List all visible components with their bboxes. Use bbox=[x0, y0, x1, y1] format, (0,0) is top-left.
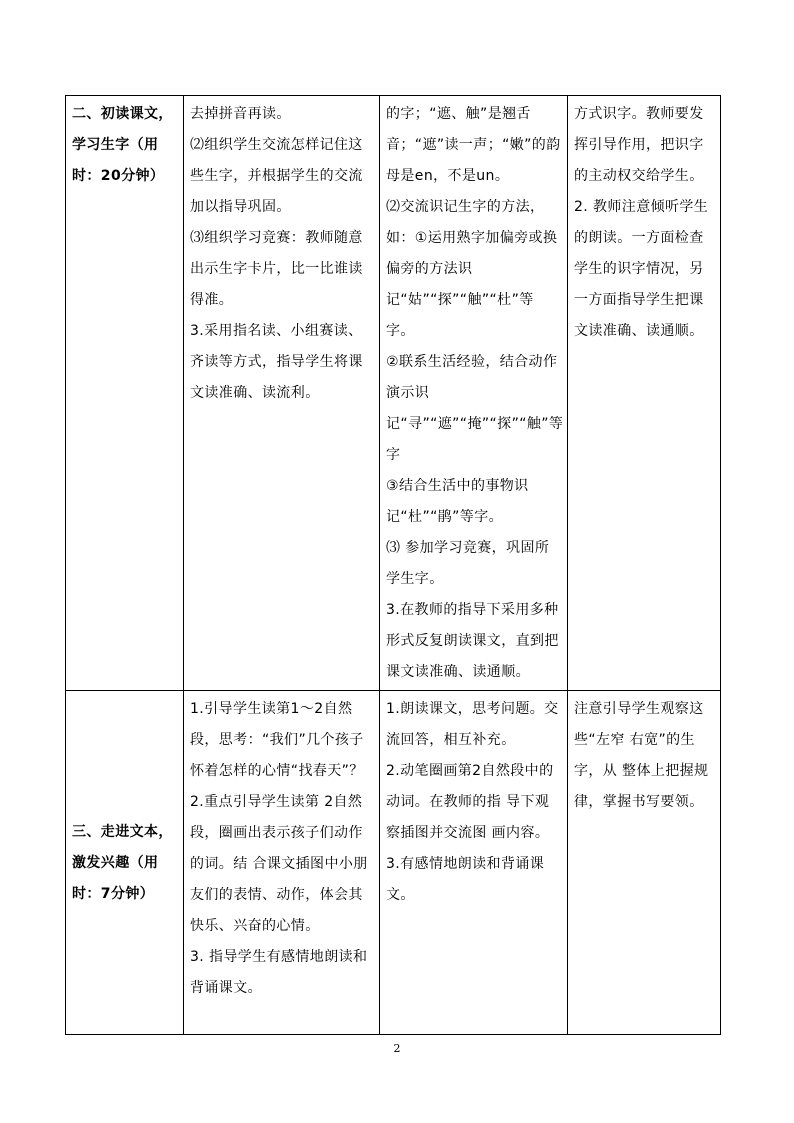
teacher-activity-line: 1.引导学生读第1～2自然段，思考：“我们”几个孩子怀着怎样的心情“找春天”？ bbox=[190, 701, 364, 779]
lesson-plan-table bbox=[65, 95, 721, 1035]
teacher-activity-line: 2.重点引导学生读第 2自然段，圈画出表示孩子们动作的词。结 合课文插图中小朋友们的表情、动作，体会其快乐、兴奋的心情。 bbox=[190, 794, 368, 934]
student-activity-line: 的字；“遮、触”是翘舌音；“遮”读一声；“嫩”的韵母是en，不是un。 bbox=[386, 106, 561, 184]
design-intent-line: 方式识字。教师要发挥引导作用，把识字的主动权交给学生。 bbox=[574, 106, 704, 184]
student-activity-line: ③结合生活中的事物识记“杜”“鹃”等字。 bbox=[386, 478, 529, 525]
student-activity-line: 1.朗读课文，思考问题。交流回答，相互补充。 bbox=[386, 701, 559, 748]
student-activity-line: 3.在教师的指导下采用多种形式反复朗读课文，直到把课文读准确、读通顺。 bbox=[386, 602, 559, 680]
stage-label: 二、初读课文，学习生字（用时：20分钟） bbox=[72, 106, 173, 184]
teacher-activity-cell bbox=[184, 691, 380, 1035]
student-activity-cell bbox=[380, 691, 568, 1035]
page-number: 2 bbox=[393, 1042, 401, 1055]
student-activity-line: 2.动笔圈画第2自然段中的动词。在教师的指 导下观察插图并交流图 画内容。 bbox=[386, 763, 554, 841]
design-intent-cell bbox=[568, 691, 721, 1035]
stage-cell bbox=[66, 96, 184, 691]
table-row-reading bbox=[66, 96, 721, 691]
teacher-activity-cell bbox=[184, 96, 380, 691]
design-intent-line: 注意引导学生观察这些“左窄 右宽”的生字，从 整体上把握规律，掌握书写要领。 bbox=[574, 701, 709, 810]
student-activity-line: ②联系生活经验，结合动作演示识记“寻”“遮”“掩”“探”“触”等字 bbox=[386, 354, 564, 463]
stage-cell bbox=[66, 691, 184, 1035]
student-activity-line: 3.有感情地朗读和背诵课文。 bbox=[386, 856, 545, 903]
teacher-activity-line: ⑶组织学习竞赛：教师随意出示生字卡片，比一比谁读得准。 bbox=[190, 230, 363, 308]
teacher-activity-line: 3.采用指名读、小组赛读、齐读等方式，指导学生将课文读准确、读流利。 bbox=[190, 323, 363, 401]
table-row-text-study bbox=[66, 691, 721, 1035]
teacher-activity-line: ⑵组织学生交流怎样记住这些生字，并根据学生的交流加以指导巩固。 bbox=[190, 137, 363, 215]
stage-label: 三、走进文本，激发兴趣（用时：7分钟） bbox=[72, 823, 173, 902]
student-activity-cell bbox=[380, 96, 568, 691]
teacher-activity-line: 3. 指导学生有感情地朗读和背诵课文。 bbox=[190, 949, 368, 996]
teacher-activity-line: 去掉拼音再读。 bbox=[190, 106, 291, 122]
design-intent-cell bbox=[568, 96, 721, 691]
student-activity-line: ⑵交流识记生字的方法，如：①运用熟字加偏旁或换 偏旁的方法识记“姑”“探”“触”“杜”等字。 bbox=[386, 199, 558, 339]
design-intent-line: 2. 教师注意倾听学生的朗读。一方面检查学生的识字情况，另一方面指导学生把课文读准确、读通顺。 bbox=[574, 199, 709, 339]
student-activity-line: ⑶ 参加学习竞赛，巩固所学生字。 bbox=[386, 540, 550, 587]
